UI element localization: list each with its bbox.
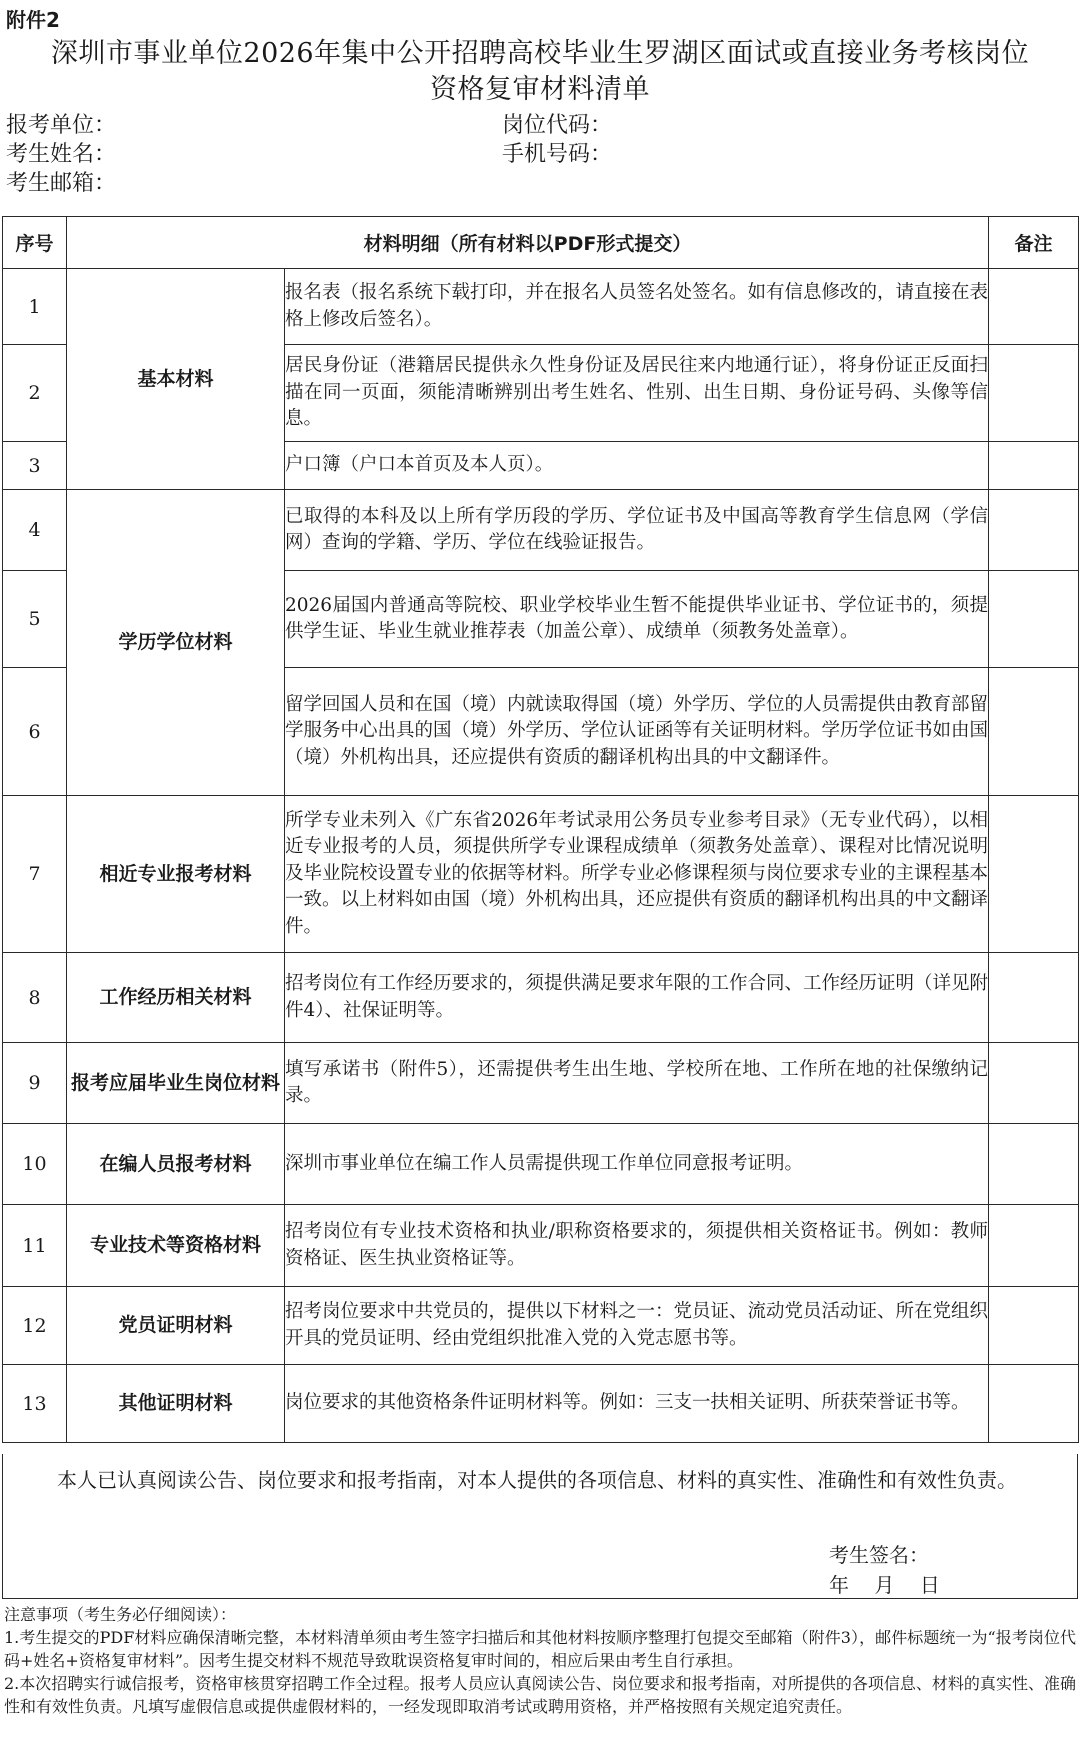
row-no: 3 xyxy=(3,442,67,490)
row-no: 9 xyxy=(3,1043,67,1124)
table-row xyxy=(3,1205,1079,1287)
row-no: 4 xyxy=(3,490,67,571)
row-remark xyxy=(989,345,1079,442)
header-no: 序号 xyxy=(3,217,67,269)
field-email: 考生邮箱： xyxy=(6,171,117,196)
row-detail: 招考岗位有工作经历要求的，须提供满足要求年限的工作合同、工作经历证明（详见附件4）、社保证明等。 xyxy=(285,953,989,1043)
row-detail: 岗位要求的其他资格条件证明材料等。例如：三支一扶相关证明、所获荣誉证书等。 xyxy=(285,1365,989,1443)
table-row xyxy=(3,1043,1079,1124)
category-related-major: 相近专业报考材料 xyxy=(67,796,285,953)
table-row xyxy=(3,1287,1079,1365)
title-line-2: 资格复审材料清单 xyxy=(430,74,650,105)
row-detail: 2026届国内普通高等院校、职业学校毕业生暂不能提供毕业证书、学位证书的，须提供学生证、毕业生就业推荐表（加盖公章）、成绩单（须教务处盖章）。 xyxy=(285,571,989,668)
category-on-staff: 在编人员报考材料 xyxy=(67,1124,285,1205)
header-remark: 备注 xyxy=(989,217,1079,269)
row-detail: 招考岗位要求中共党员的，提供以下材料之一：党员证、流动党员活动证、所在党组织开具的党员证明、经由党组织批准入党的入党志愿书等。 xyxy=(285,1287,989,1365)
category-graduate-post: 报考应届毕业生岗位材料 xyxy=(67,1043,285,1124)
title-line-1: 深圳市事业单位2026年集中公开招聘高校毕业生罗湖区面试或直接业务考核岗位 xyxy=(50,38,1030,69)
table-row xyxy=(3,953,1079,1043)
page-title xyxy=(0,36,1080,108)
table-row xyxy=(3,490,1079,571)
row-remark xyxy=(989,1287,1079,1365)
declaration-text: 本人已认真阅读公告、岗位要求和报考指南，对本人提供的各项信息、材料的真实性、准确性和有效性负责。 xyxy=(57,1468,1017,1492)
declaration-box xyxy=(2,1454,1078,1599)
category-work-experience: 工作经历相关材料 xyxy=(67,953,285,1043)
row-no: 10 xyxy=(3,1124,67,1205)
row-remark xyxy=(989,953,1079,1043)
row-no: 2 xyxy=(3,345,67,442)
row-no: 12 xyxy=(3,1287,67,1365)
table-row xyxy=(3,269,1079,345)
materials-table xyxy=(2,216,1079,1443)
category-education: 学历学位材料 xyxy=(67,490,285,796)
row-no: 11 xyxy=(3,1205,67,1287)
field-unit: 报考单位： xyxy=(6,113,117,138)
row-no: 5 xyxy=(3,571,67,668)
note-item-2: 2.本次招聘实行诚信报考，资格审核贯穿招聘工作全过程。报考人员应认真阅读公告、岗位要求和报考指南，对所提供的各项信息、材料的真实性、准确性和有效性负责。凡填写虚假信息或提供虚假材料的，一经发现即取消考试或聘用资格，并严格按照有关规定追究责任。 xyxy=(4,1674,1076,1716)
row-detail: 招考岗位有专业技术资格和执业/职称资格要求的，须提供相关资格证书。例如：教师资格证、医生执业资格证等。 xyxy=(285,1205,989,1287)
row-no: 7 xyxy=(3,796,67,953)
row-detail: 深圳市事业单位在编工作人员需提供现工作单位同意报考证明。 xyxy=(285,1124,989,1205)
row-detail: 户口簿（户口本首页及本人页）。 xyxy=(285,442,989,490)
table-row xyxy=(3,1365,1079,1443)
category-basic: 基本材料 xyxy=(67,269,285,490)
header-detail: 材料明细（所有材料以PDF形式提交） xyxy=(67,217,989,269)
notes-heading: 注意事项（考生务必仔细阅读）： xyxy=(4,1605,237,1624)
row-detail: 已取得的本科及以上所有学历段的学历、学位证书及中国高等教育学生信息网（学信网）查询的学籍、学历、学位在线验证报告。 xyxy=(285,490,989,571)
row-detail: 居民身份证（港籍居民提供永久性身份证及居民往来内地通行证），将身份证正反面扫描在同一页面，须能清晰辨别出考生姓名、性别、出生日期、身份证号码、头像等信息。 xyxy=(285,345,989,442)
row-detail: 报名表（报名系统下载打印，并在报名人员签名处签名。如有信息修改的，请直接在表格上修改后签名）。 xyxy=(285,269,989,345)
field-name: 考生姓名： xyxy=(6,142,117,167)
row-remark xyxy=(989,269,1079,345)
table-header-row xyxy=(3,217,1079,269)
row-remark xyxy=(989,490,1079,571)
signature-label: 考生签名： xyxy=(829,1543,929,1567)
notes-section xyxy=(4,1603,1076,1718)
row-remark xyxy=(989,571,1079,668)
table-row xyxy=(3,1124,1079,1205)
category-party-member: 党员证明材料 xyxy=(67,1287,285,1365)
field-post-code: 岗位代码： xyxy=(502,113,613,138)
date-label: 年 月 日 xyxy=(829,1573,940,1597)
row-remark xyxy=(989,668,1079,796)
category-qualification: 专业技术等资格材料 xyxy=(67,1205,285,1287)
row-remark xyxy=(989,1124,1079,1205)
row-no: 6 xyxy=(3,668,67,796)
row-no: 13 xyxy=(3,1365,67,1443)
attachment-label: 附件2 xyxy=(6,8,60,32)
row-detail: 所学专业未列入《广东省2026年考试录用公务员专业参考目录》（无专业代码），以相近专业报考的人员，须提供所学专业课程成绩单（须教务处盖章）、课程对比情况说明及毕业院校设置专业的依据等材料。所学专业必修课程须与岗位要求专业的主课程基本一致。以上材料如由国（境）外机构出具，还应提供有资质的翻译机构出具的中文翻译件。 xyxy=(285,796,989,953)
table-row xyxy=(3,796,1079,953)
row-no: 1 xyxy=(3,269,67,345)
row-remark xyxy=(989,796,1079,953)
signature-block xyxy=(829,1540,940,1600)
category-other: 其他证明材料 xyxy=(67,1365,285,1443)
row-remark xyxy=(989,1205,1079,1287)
row-remark xyxy=(989,1365,1079,1443)
row-no: 8 xyxy=(3,953,67,1043)
field-phone: 手机号码： xyxy=(502,142,613,167)
note-item-1: 1.考生提交的PDF材料应确保清晰完整，本材料清单须由考生签字扫描后和其他材料按顺序整理打包提交至邮箱（附件3），邮件标题统一为“报考岗位代码+姓名+资格复审材料”。因考生提交材料不规范导致耽误资格复审时间的，相应后果由考生自行承担。 xyxy=(4,1628,1076,1670)
row-remark xyxy=(989,442,1079,490)
row-detail: 留学回国人员和在国（境）内就读取得国（境）外学历、学位的人员需提供由教育部留学服务中心出具的国（境）外学历、学位认证函等有关证明材料。学历学位证书如由国（境）外机构出具，还应提供有资质的翻译机构出具的中文翻译件。 xyxy=(285,668,989,796)
row-remark xyxy=(989,1043,1079,1124)
row-detail: 填写承诺书（附件5），还需提供考生出生地、学校所在地、工作所在地的社保缴纳记录。 xyxy=(285,1043,989,1124)
